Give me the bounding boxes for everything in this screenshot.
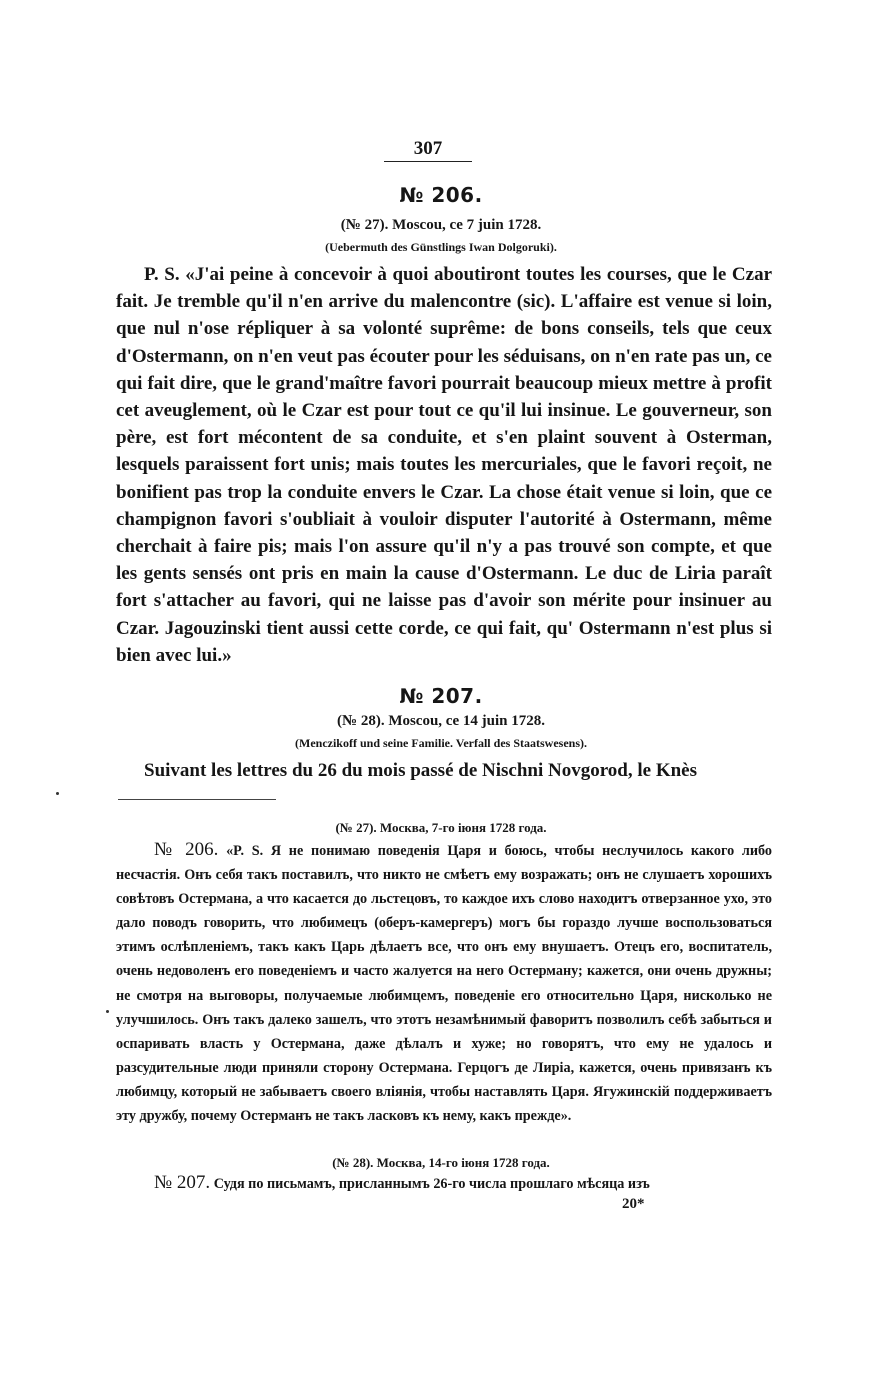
- entry-206-body: [116, 261, 772, 669]
- entry-207-paragraph: Suivant les lettres du 26 du mois passé de Nischni Novgorod, le Knès: [144, 760, 698, 781]
- translation-206-dateline: (№ 27). Москва, 7-го іюня 1728 года.: [335, 820, 547, 835]
- translation-207-lead: № 207.: [154, 1172, 211, 1193]
- header-rule: [384, 161, 472, 162]
- translation-206-text: «P. S. Я не понимаю поведенія Царя и боюсь, чтобы неслучилось какого либо несчастія. Онъ себя такъ поставилъ, что никто не смѣетъ ему возражать; онъ не слушаетъ хорошихъ совѣтовъ Остермана, а что касается до льстецовъ, то каждое ихъ слово находитъ отверзанное ухо, это дало поводъ говорить, что любимецъ (оберъ-камергеръ) могъ бы гораздо лучше воспользоваться этимъ ослѣпленіемъ, такъ какъ Царь дѣлаетъ все, что онъ ему внушаетъ. Отецъ его, воспитатель, очень недоволенъ его поведеніемъ и часто жалуется на него Остерману; кажется, они очень дружны; не смотря на выговоры, получаемые любимцемъ, поведеніе его относительно Царя, нисколько не улучшилось. Онъ такъ далеко зашелъ, что этотъ незамѣнимый фаворитъ позволилъ себѣ забыться и оспаривать власть у Остермана, даже дѣлалъ и хуже; но говорятъ, что ему не удалось и разсудительные люди приняли сторону Остермана. Герцогъ де Лиріа, кажется, очень привязанъ къ любимцу, который не забываетъ своего вліянія, чтобы наставлять Царя. Ягужинскій поддерживаетъ эту дружбу, почему Остерманъ не такъ ласковъ къ нему, какъ прежде».: [116, 843, 773, 1125]
- translation-207-dateline: (№ 28). Москва, 14-го іюня 1728 года.: [332, 1155, 550, 1170]
- translation-206-lead: № 206.: [154, 839, 219, 860]
- translation-206-paragraph: [116, 838, 772, 1128]
- entry-206-paragraph: P. S. «J'ai peine à concevoir à quoi aboutiront toutes les courses, que le Czar fait. Je tremble qu'il n'en arrive du malencontre (sic). L'affaire est venue si loin, que nul n'ose répliquer à sa volonté suprême: de bons conseils, tels que ceux d'Ostermann, on n'en veut pas écouter pour les séduisans, on n'en rate pas un, ce qui fait dire, que le grand'maître favori pourrait beaucoup mieux mettre à profit cet aveuglement, où le Czar est pour tout ce qu'il lui insinue. Le gouverneur, son père, est fort mécontent de sa conduite, et s'en plaint souvent à Osterman, lesquels paraissent fort unis; mais toutes les mercuriales, que le favori reçoit, ne bonifient pas trop la conduite envers le Czar. La chose était venue si loin, que ce champignon favori s'oubliait à vouloir disputer l'autorité à Ostermann, même cherchait à faire pis; mais l'on assure qu'il n'y a pas trouvé son compte, et que les gents sensés ont pris en main la cause d'Ostermann. Le duc de Liria paraît fort s'attacher au favori, qui ne laisse pas d'avoir son mérite pour insinuer au Czar. Jagouzinski tient aussi cette corde, ce qui fait, qu' Ostermann n'est plus si bien avec lui.»: [116, 264, 772, 666]
- signature-mark: 20*: [622, 1196, 645, 1212]
- entry-206-subtitle: (Uebermuth des Günstlings Iwan Dolgoruki).: [325, 240, 557, 254]
- translation-207-text: Судя по письмамъ, присланнымъ 26-го числа прошлаго мѣсяца изъ: [213, 1176, 650, 1192]
- entry-207-number: № 207.: [399, 684, 483, 708]
- footnote-rule: [118, 799, 276, 800]
- translation-206-body: [116, 838, 772, 1128]
- entry-207-subtitle: (Menczikoff und seine Familie. Verfall des Staatswesens).: [295, 736, 587, 750]
- entry-206-number: № 206.: [399, 183, 483, 207]
- entry-207-body: [116, 757, 772, 784]
- margin-speck: [56, 792, 59, 795]
- translation-207-paragraph: [116, 1171, 772, 1196]
- margin-speck: [106, 1010, 109, 1013]
- entry-206-dateline: (№ 27). Moscou, ce 7 juin 1728.: [340, 217, 542, 233]
- entry-207-dateline: (№ 28). Moscou, ce 14 juin 1728.: [337, 713, 545, 729]
- translation-207-body: [116, 1171, 772, 1196]
- page-number: 307: [413, 138, 443, 159]
